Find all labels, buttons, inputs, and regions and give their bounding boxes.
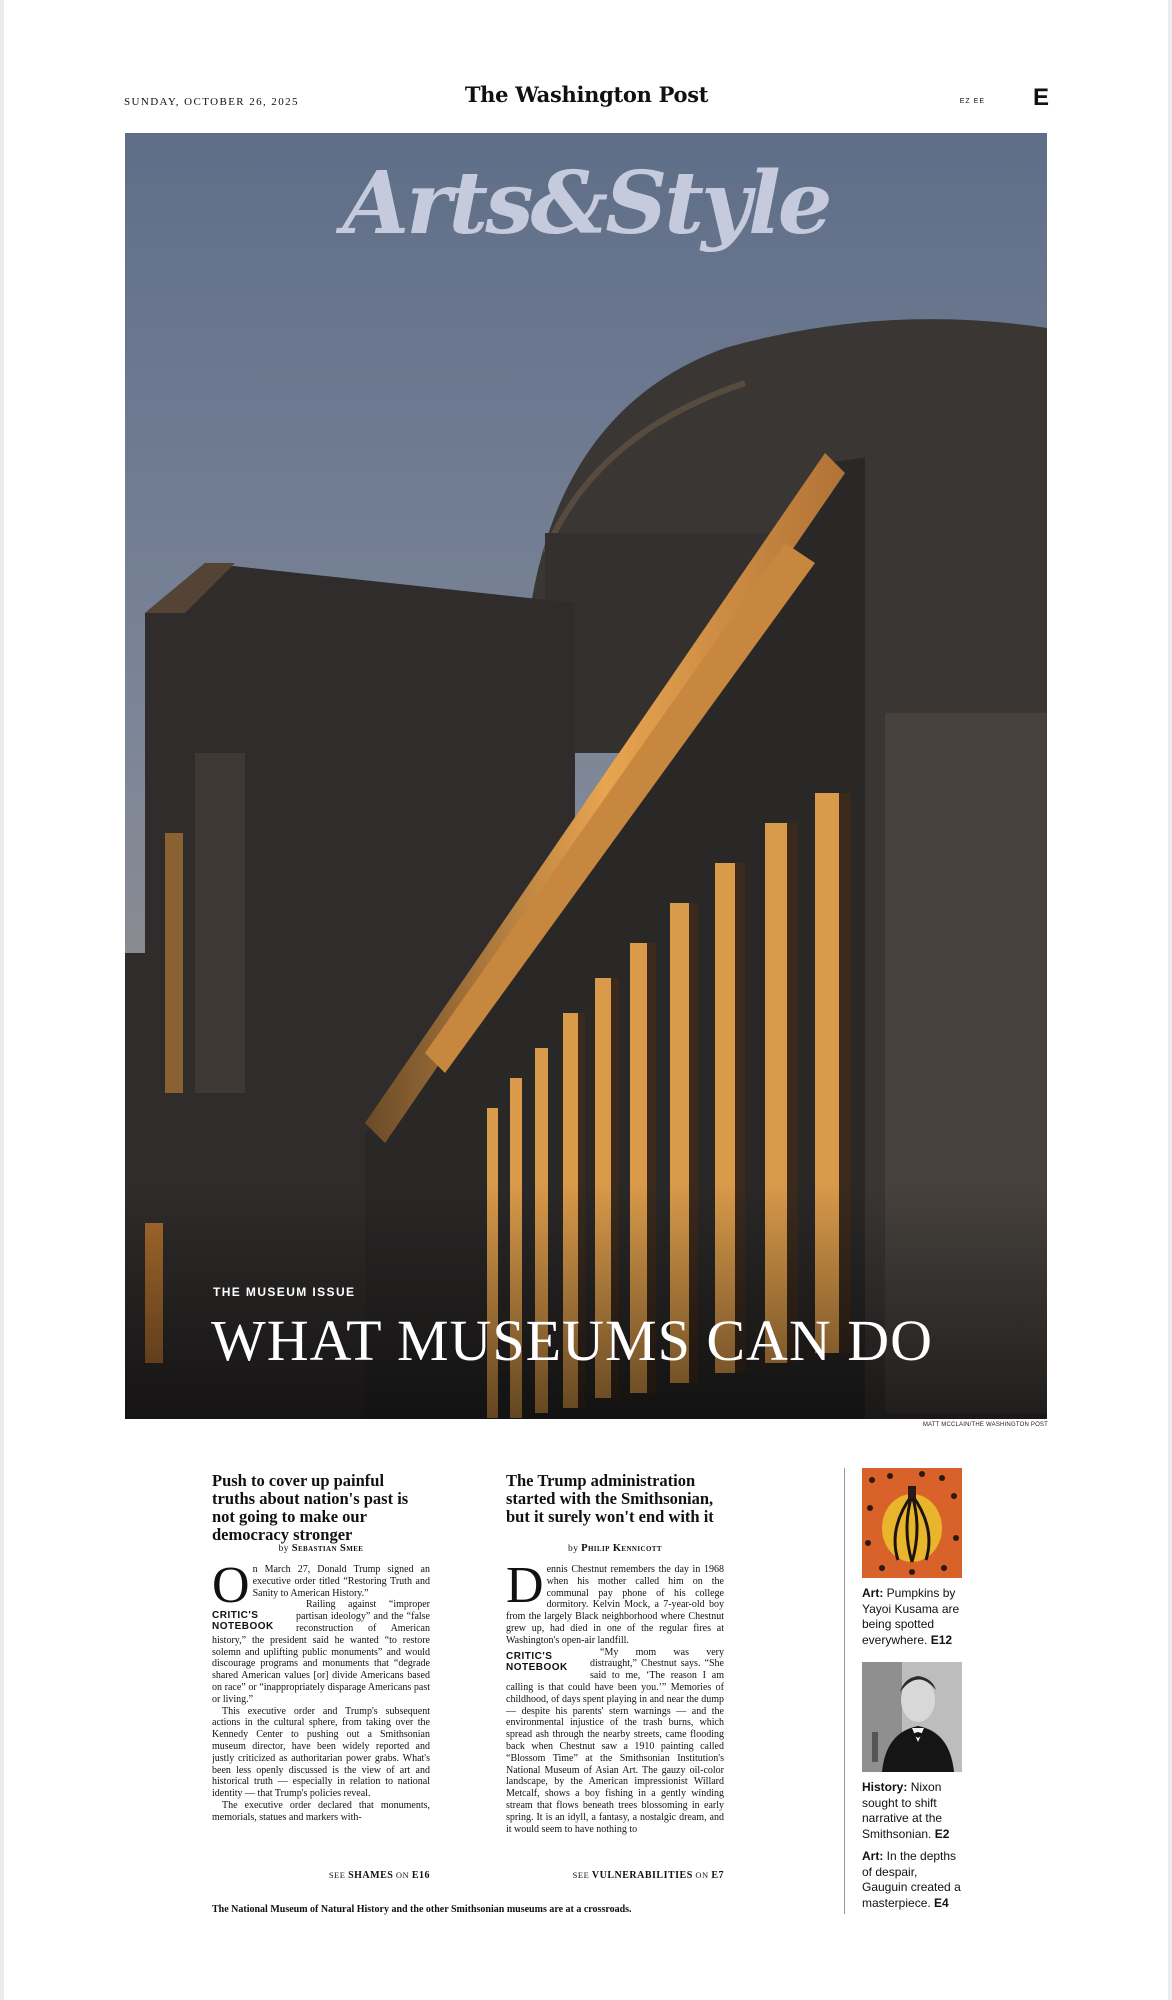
museum-building-image (125, 133, 1047, 1419)
teaser-label: Art: (862, 1586, 884, 1600)
body-paragraph: This executive order and Trump's subsequent actions in the cultural sphere, from taking over the Kennedy Center to pushing out a Smithsonian museum director, have been widely reported and justly criticized as authoritarian power grabs. What's been less openly discussed is the view of art and historical truth — especially in relation to national identity — that Trump's policies reveal. (212, 1705, 430, 1800)
issue-date: SUNDAY, OCTOBER 26, 2025 (124, 96, 299, 108)
hero-headline[interactable]: WHAT MUSEUMS CAN DO (211, 1308, 934, 1373)
drop-cap: D (506, 1564, 544, 1614)
teaser-label: History: (862, 1780, 908, 1794)
lead-text: ennis Chestnut remembers the day in 1968 when his mother called him on the communal pay phone of his college dormitory. Kelvin Mock, a 7-year-old boy from the largely Black neighborhood where Chestnut grew up, had died in one of the regular fires at Washington's open-air landfill. (506, 1564, 724, 1646)
lead-paragraph (212, 1564, 430, 1614)
byline-prefix: by (278, 1544, 289, 1554)
teaser-label: Art: (862, 1849, 884, 1863)
teaser-page: E2 (934, 1826, 950, 1841)
rail-teaser-text (862, 1586, 964, 1648)
newspaper-logo[interactable]: The Washington Post (464, 82, 709, 107)
newspaper-page (4, 0, 1168, 2000)
jump-see: SEE (328, 1870, 346, 1880)
byline (212, 1543, 430, 1554)
jump-line[interactable] (506, 1870, 724, 1881)
jump-word: SHAMES (348, 1870, 394, 1881)
body-paragraph: Railing against “improper partisan ideology” and the “false reconstruction of American history,” the president said he wanted “to restore solemn and uplifting public monuments” and would discourage programs and monuments that “degrade shared American values [or] divide Americans based on race” or “inappropriately disparage Americans past or living.” (212, 1599, 430, 1705)
rail-teaser-text (862, 1780, 964, 1842)
critics-notebook-tag: CRITIC'S NOTEBOOK (506, 1650, 568, 1673)
jump-line[interactable] (212, 1870, 430, 1881)
byline-prefix: by (568, 1544, 579, 1554)
photo-caption: The National Museum of Natural History and the other Smithsonian museums are at a crossroads. (212, 1904, 632, 1915)
story-kennicott (506, 1472, 724, 1881)
edition-codes: EZ EE (959, 98, 985, 105)
body-paragraph: The executive order declared that monuments, memorials, statues and markers with- (212, 1799, 430, 1823)
rail-divider (844, 1468, 845, 1914)
jump-see: SEE (572, 1870, 590, 1880)
byline-author[interactable]: Philip Kennicott (581, 1543, 662, 1554)
rail-teaser-nixon[interactable] (862, 1662, 964, 1842)
section-name: Arts&Style (342, 153, 830, 254)
story-smee (212, 1472, 430, 1881)
nixon-photo-image (862, 1662, 962, 1772)
rail-teaser-text (862, 1849, 964, 1911)
lead-paragraph (506, 1564, 724, 1647)
byline-author[interactable]: Sebastian Smee (291, 1543, 364, 1554)
jump-on: ON (395, 1870, 410, 1880)
byline (506, 1543, 724, 1554)
teaser-body: In the depths of despair, Gauguin created a masterpiece. (862, 1849, 961, 1910)
teaser-body: Nixon sought to shift narrative at the Smithsonian. (862, 1780, 943, 1841)
hero-photo[interactable] (125, 133, 1047, 1419)
story-body (212, 1564, 430, 1869)
photo-credit: MATT MCCLAIN/THE WASHINGTON POST (922, 1422, 1048, 1428)
story-dek[interactable]: The Trump administration started with the Smithsonian, but it surely won't end with it (506, 1471, 714, 1526)
body-paragraph: “My mom was very distraught,” Chestnut says. “She said to me, ‘The reason I am calling is that could have been you.’” Memories of childhood, of days spent playing in and near the dump — despite his parents' stern warnings — and the environmental injustice of the trash burns, which spread ash through the nearby streets, came flooding back when Chestnut saw a 1910 painting called “Blossom Time” at the Smithsonian Institution's National Museum of Asian Art. The gauzy oil-color landscape, by the American impressionist Willard Metcalf, shows a boy fishing in a gently winding stream that flows beneath trees blossoming in early spring. It is an idyll, a fantasy, a nostalgic dream, and it would seem to have nothing to (506, 1646, 724, 1835)
section-letter: E (1032, 84, 1049, 111)
jump-page: E7 (711, 1870, 724, 1881)
story-body (506, 1564, 724, 1869)
teaser-body: Pumpkins by Yayoi Kusama are being spotted everywhere. (862, 1586, 960, 1647)
jump-word: VULNERABILITIES (591, 1870, 693, 1881)
masthead (124, 80, 1049, 114)
critics-notebook-tag: CRITIC'S NOTEBOOK (212, 1610, 274, 1632)
lead-text: n March 27, Donald Trump signed an executive order titled “Restoring Truth and Sanity to American History.” (252, 1564, 430, 1599)
teaser-page: E4 (934, 1895, 949, 1910)
kusama-pumpkin-image (862, 1468, 962, 1578)
teaser-page: E12 (930, 1632, 953, 1647)
jump-page: E16 (411, 1870, 430, 1881)
drop-cap: O (212, 1564, 250, 1614)
rail-teaser-kusama[interactable] (862, 1468, 964, 1648)
jump-on: ON (695, 1870, 709, 1880)
story-dek[interactable]: Push to cover up painful truths about nation's past is not going to make our democracy stronger (212, 1471, 409, 1544)
rail-teaser-gauguin[interactable] (862, 1849, 964, 1911)
hero-kicker: THE MUSEUM ISSUE (213, 1285, 356, 1299)
